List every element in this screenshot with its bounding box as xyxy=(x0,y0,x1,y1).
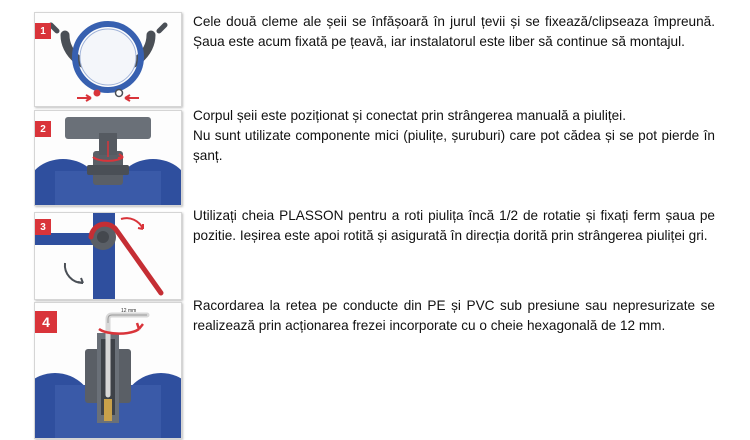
step-number-badge: 3 xyxy=(35,219,51,235)
step-1-paragraph: Cele două cleme ale șeii se înfășoară în jurul țevii și se fixează/clipseaza împreună. Șaua este acum fixată pe țeavă, iar instalatorul este liber să continue să montajul. xyxy=(193,14,715,49)
step-number-badge: 2 xyxy=(35,121,51,137)
step-1-description xyxy=(193,12,715,52)
step-3-description xyxy=(193,206,715,246)
key-size-label: 12 mm xyxy=(121,308,137,314)
step-3-paragraph: Utilizați cheia PLASSON pentru a roti piulița încă 1/2 de rotatie și fixați ferm șaua pe pozitie. Ieșirea este apoi rotită și asigurată în direcția dorită prin strângerea piuliței gri. xyxy=(193,208,715,243)
step-4-description xyxy=(193,296,715,336)
step-4-illustration xyxy=(34,302,182,439)
step-2-description xyxy=(193,106,715,166)
plasson-wrench-illustration xyxy=(35,213,181,299)
step-2-paragraph-2: Nu sunt utilizate componente mici (piulițe, șuruburi) care pot cădea și se pot pierde în șanț. xyxy=(193,128,715,163)
step-2-paragraph-1: Corpul șeii este poziționat și conectat prin strângerea manuală a piuliței. xyxy=(193,108,626,123)
step-number-badge: 4 xyxy=(35,311,57,333)
step-2-illustration xyxy=(34,110,182,206)
step-number-badge: 1 xyxy=(35,23,51,39)
saddle-body-illustration xyxy=(35,111,181,205)
step-3-illustration xyxy=(34,212,182,300)
step-4-paragraph: Racordarea la retea pe conducte din PE și PVC sub presiune sau nepresurizate se realizează prin acționarea frezei incorporate cu o cheie hexagonală de 12 mm. xyxy=(193,298,715,333)
step-1-illustration xyxy=(34,12,182,107)
saddle-clamp-illustration xyxy=(35,13,181,106)
